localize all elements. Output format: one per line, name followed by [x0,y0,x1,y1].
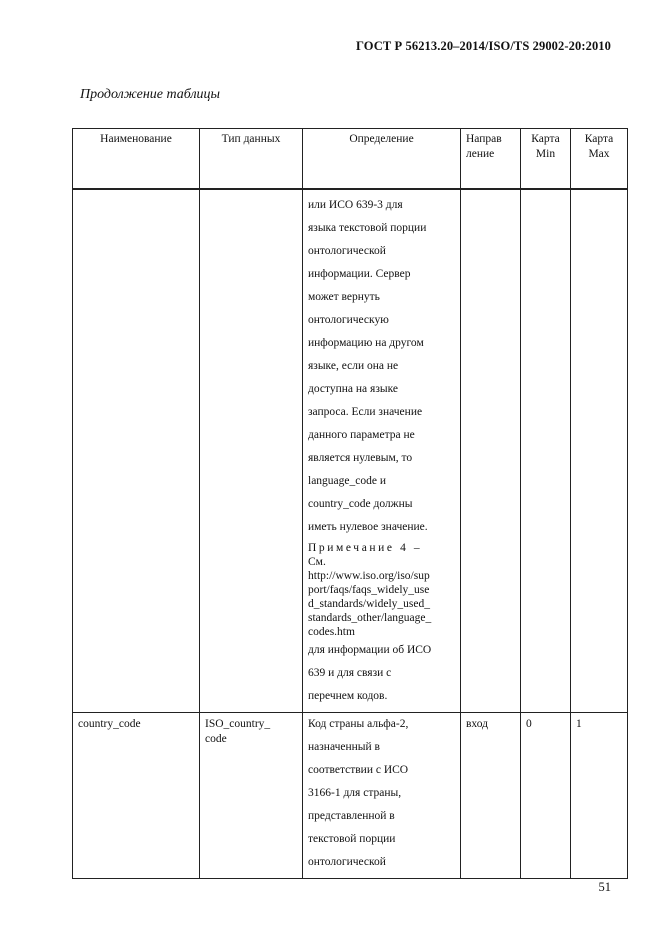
cell-name: country_code [73,713,200,879]
cell-definition: Код страны альфа-2, назначенный в соответствии с ИСО 3166-1 для страны, представленной в текстовой порции онтологической [303,713,461,879]
header-card-min: Карта Min [521,129,571,190]
header-card-max: Карта Max [571,129,628,190]
header-data-type: Тип данных [200,129,303,190]
cell-card-min: 0 [521,713,571,879]
header-name: Наименование [73,129,200,190]
table-continuation-caption: Продолжение таблицы [80,87,221,102]
parameters-table [72,128,628,879]
cell-card-min [521,189,571,713]
cell-card-max: 1 [571,713,628,879]
cell-direction [461,189,521,713]
header-direction: Направ ление [461,129,521,190]
cell-definition: или ИСО 639-3 для языка текстовой порции онтологической информации. Сервер может вернуть онтологическую информацию на другом языке, если она не доступна на языке запроса. Если значение данного параметра не является нулевым, то language_code и country_code должны иметь нулевое значение. Примечание 4 – См. http://www.iso.org/iso/sup port/faqs/faqs_widely_use d_standards/widely_used_ standards_other/language_ codes.htm для информации об ИСО 639 и для связи с перечнем кодов. [303,189,461,713]
cell-card-max [571,189,628,713]
header-definition: Определение [303,129,461,190]
cell-name [73,189,200,713]
cell-direction: вход [461,713,521,879]
cell-data-type [200,189,303,713]
cell-data-type: ISO_country_ code [200,713,303,879]
page-number: 51 [598,880,611,894]
standard-designation: ГОСТ Р 56213.20–2014/ISO/TS 29002-20:2010 [356,39,611,53]
note-title: Примечание 4 – [308,542,423,554]
note-block: Примечание 4 – См. http://www.iso.org/iso/sup port/faqs/faqs_widely_use d_standards/widely_used_ standards_other/language_ codes.htm [308,541,455,639]
table-row [73,189,628,713]
table-row [73,713,628,879]
table-header-row [73,129,628,190]
